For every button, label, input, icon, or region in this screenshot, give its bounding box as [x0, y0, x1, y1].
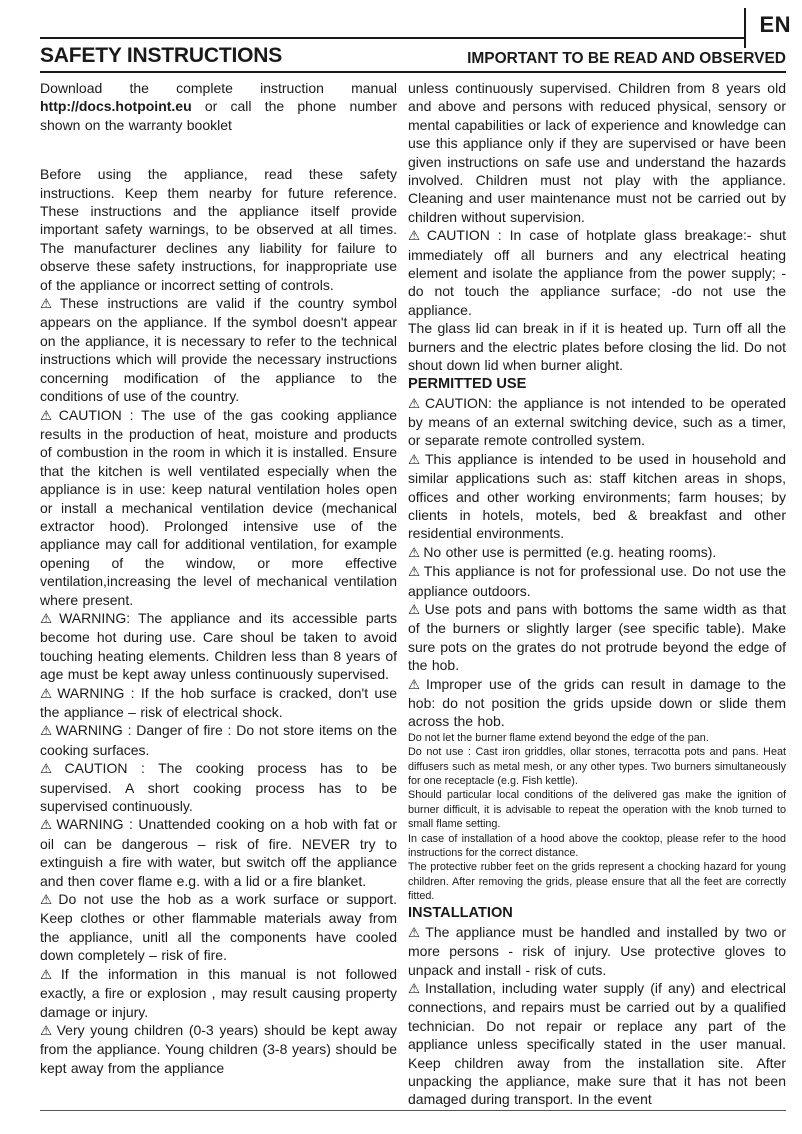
paragraph: ⚠ No other use is permitted (e.g. heating rooms). [408, 543, 717, 560]
language-code: EN [759, 12, 791, 37]
manual-url: http://docs.hotpoint.eu [40, 98, 192, 115]
paragraph: Should particular local conditions of the delivered gas make the ignition of burner difficult, it is advisable to repeat the operation with the knob turned to small flame setting. [408, 789, 786, 831]
warning-icon: ⚠ [408, 601, 422, 617]
paragraph: ⚠ Do not use the hob as a work surface or support. Keep clothes or other flammable materials away from the appliance, unitl all the components have cooled down completely – risk of fire. [40, 891, 397, 964]
paragraph: ⚠ Improper use of the grids can result in damage to the hob: do not position the grids upside down or slide them across the hob. [408, 675, 786, 730]
paragraph: ⚠ If the information in this manual is not followed exactly, a fire or explosion , may result causing property damage or injury. [40, 965, 397, 1020]
paragraph: Do not let the burner flame extend beyond the edge of the pan. [408, 731, 709, 744]
paragraph: ⚠ Use pots and pans with bottoms the same width as that of the burners or slightly larger (see specific table). Make sure pots on the grates do not protrude beyond the edge of the hob. [408, 600, 786, 674]
warning-icon: ⚠ [40, 1022, 54, 1038]
section-heading: PERMITTED USE [408, 375, 527, 392]
warning-icon: ⚠ [408, 980, 423, 996]
paragraph: ⚠ This appliance is intended to be used in household and similar applications such as: staff kitchen areas in shops, offices and other working environments; farm houses; by clients in hotels, motels, bed & breakfast and other residential environments. [408, 450, 786, 542]
warning-icon: ⚠ [40, 817, 54, 833]
warning-icon: ⚠ [40, 407, 56, 423]
paragraph: Do not use : Cast iron griddles, ollar stones, terracotta pots and pans. Heat diffusers such as metal mesh, or any other types. Two burners simultaneously for one receptacle (e.g. Fish kettle). [408, 746, 786, 788]
warning-icon: ⚠ [408, 676, 423, 692]
warning-icon: ⚠ [408, 924, 423, 940]
paragraph: ⚠ Installation, including water supply (if any) and electrical connections, and repairs must be carried out by a qualified technician. Do not repair or replace any part of the appliance unless specifically stated in the user manual. Keep children away from the installation site. After unpacking the appliance, make sure that it has not been damaged during transport. In the event [408, 979, 786, 1108]
paragraph: ⚠ CAUTION : In case of hotplate glass breakage:- shut immediately off all burners and any electrical heating element and isolate the appliance from the power supply; - do not touch the appliance surface; -do not use the appliance. [408, 227, 786, 318]
section-heading: INSTALLATION [408, 904, 513, 921]
paragraph: ⚠ This appliance is not for professional use. Do not use the appliance outdoors. [408, 563, 786, 599]
text-segment: or call the phone number shown on the warranty booklet [40, 98, 397, 133]
page-title: SAFETY INSTRUCTIONS [40, 44, 282, 67]
language-divider-tick [744, 8, 746, 48]
header-top-rule [40, 37, 744, 39]
paragraph: In case of installation of a hood above the cooktop, please refer to the hood instructions for the correct distance. [408, 832, 786, 860]
paragraph: The glass lid can break in if it is heated up. Turn off all the burners and the electric plates before closing the lid. Do not shout down lid when burner alight. [408, 320, 786, 374]
paragraph: ⚠ CAUTION : The use of the gas cooking appliance results in the production of heat, moisture and products of combustion in the room in which it is installed. Ensure that the kitchen is well ventilated especially when the appliance is in use: keep natural ventilation holes open or install a mechanical ventilation device (mechanical extractor hood). Prolonged intensive use of the appliance may call for additional ventilation, for example opening of the window, or more effective ventilation,increasing the level of mechanical ventilation where present. [40, 406, 397, 608]
paragraph: ⚠ WARNING : Unattended cooking on a hob with fat or oil can be dangerous – risk of fire. NEVER try to extinguish a fire with water, but switch off the appliance and then cover flame e.g. with a lid or a fire blanket. [40, 816, 397, 889]
paragraph-gap [40, 134, 397, 165]
text-segment: Download the complete instruction manual [40, 80, 397, 96]
paragraph: ⚠ The appliance must be handled and installed by two or more persons - risk of injury. Use protective gloves to unpack and install - risk of cuts. [408, 923, 786, 978]
warning-icon: ⚠ [40, 685, 55, 701]
header-bottom-rule [40, 71, 786, 73]
warning-icon: ⚠ [408, 544, 421, 560]
two-column-body [40, 79, 786, 1108]
paragraph: unless continuously supervised. Children from 8 years old and above and persons with reduced physical, sensory or mental capabilities or lack of experience and knowledge can use this appliance only if they are supervised or have been given instructions on safe use and understand the hazards involved. Children must not play with the appliance. Cleaning and user maintenance must not be carried out by children without supervision. [408, 80, 786, 225]
warning-icon: ⚠ [40, 296, 57, 312]
paragraph: ⚠ WARNING : Danger of fire : Do not store items on the cooking surfaces. [40, 722, 397, 758]
warning-icon: ⚠ [408, 228, 424, 244]
warning-icon: ⚠ [40, 892, 56, 908]
paragraph: ⚠ Very young children (0-3 years) should be kept away from the appliance. Young children (3-8 years) should be kept away from the appliance [40, 1021, 397, 1076]
footer-rule [40, 1110, 786, 1111]
paragraph [40, 79, 397, 134]
warning-icon: ⚠ [40, 966, 58, 982]
paragraph: ⚠ These instructions are valid if the country symbol appears on the appliance. If the symbol doesn't appear on the appliance, it is necessary to refer to the technical instructions which will provide the necessary instructions concerning modification of the appliance to the conditions of use of the country. [40, 295, 397, 405]
warning-icon: ⚠ [40, 761, 62, 777]
column-left [40, 79, 397, 1108]
paragraph: ⚠ WARNING: The appliance and its accessible parts become hot during use. Care shoul be taken to avoid touching heating elements. Children less than 8 years of age must be kept away unless continuously supervised. [40, 609, 397, 683]
paragraph: Before using the appliance, read these safety instructions. Keep them nearby for future reference. These instructions and the appliance itself provide important safety warnings, to be observed at all times. The manufacturer declines any liability for failure to observe these safety instructions, for inappropriate use of the appliance or incorrect setting of controls. [40, 166, 397, 293]
warning-icon: ⚠ [408, 451, 422, 467]
column-right [408, 79, 786, 1108]
warning-icon: ⚠ [40, 610, 57, 626]
paragraph: ⚠ CAUTION : The cooking process has to be supervised. A short cooking process has to be supervised continuously. [40, 760, 397, 815]
paragraph: ⚠ WARNING : If the hob surface is cracked, don't use the appliance – risk of electrical shock. [40, 684, 397, 720]
paragraph: ⚠ CAUTION: the appliance is not intended to be operated by means of an external switching device, such as a timer, or separate remote controlled system. [408, 394, 786, 449]
warning-icon: ⚠ [40, 723, 53, 739]
warning-icon: ⚠ [408, 395, 423, 411]
paragraph: The protective rubber feet on the grids represent a chocking hazard for young children. After removing the grids, please ensure that all the feet are correctly fitted. [408, 861, 786, 903]
page-subtitle: IMPORTANT TO BE READ AND OBSERVED [467, 50, 786, 67]
warning-icon: ⚠ [408, 564, 421, 580]
